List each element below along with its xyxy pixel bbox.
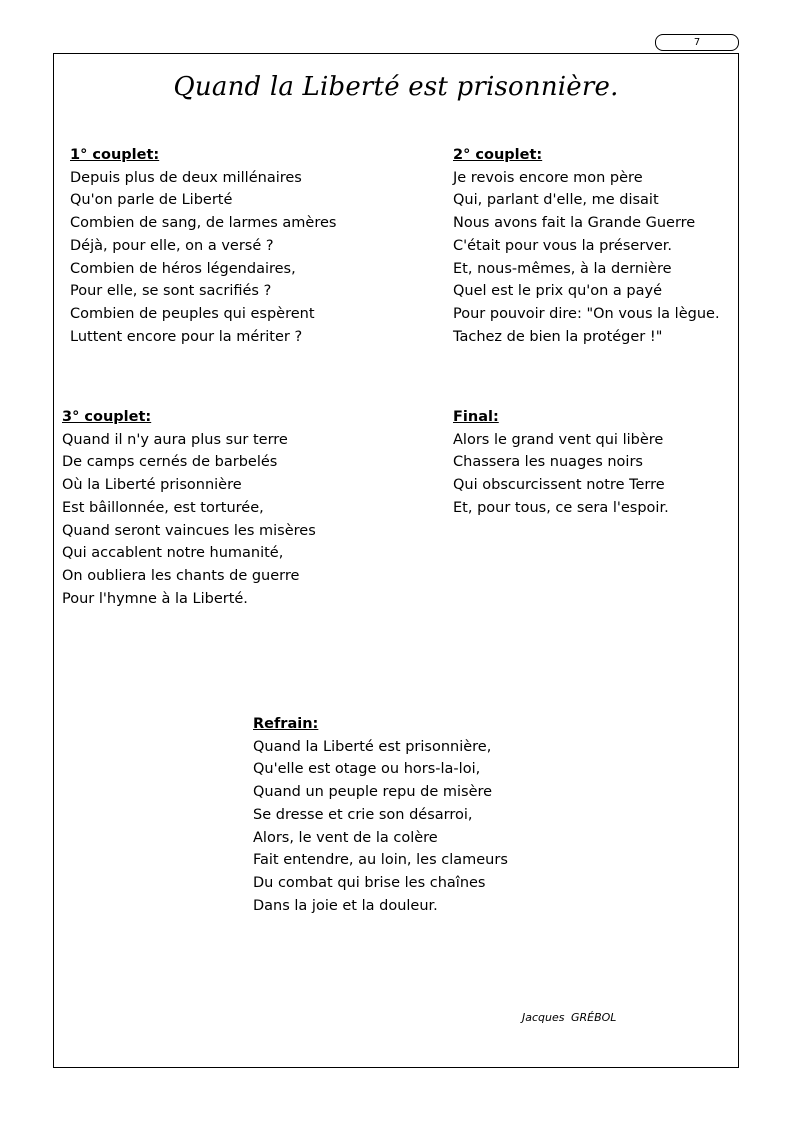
verse-line: Combien de sang, de larmes amères (70, 215, 337, 232)
verse-line: Qui obscurcissent notre Terre (453, 477, 665, 494)
stanza-final (453, 406, 669, 520)
stanza-couplet-1 (70, 144, 336, 348)
verse-line: De camps cernés de barbelés (62, 454, 278, 471)
verse-line: C'était pour vous la préserver. (453, 237, 673, 254)
author-signature: Jacques GRÉBOL (522, 1011, 617, 1024)
stanza-heading: 3° couplet: (62, 409, 152, 425)
verse-line: Fait entendre, au loin, les clameurs (253, 852, 508, 869)
verse-line: Quand seront vaincues les misères (62, 522, 316, 539)
stanza-heading: 1° couplet: (70, 147, 160, 163)
verse-line: Pour l'hymne à la Liberté. (62, 590, 248, 607)
verse-line: Qu'on parle de Liberté (70, 192, 233, 209)
page-number: 7 (655, 34, 739, 51)
verse-line: Combien de héros légendaires, (70, 260, 296, 277)
verse-line: Qui accablent notre humanité, (62, 545, 284, 562)
verse-line: Et, nous-mêmes, à la dernière (453, 260, 672, 277)
verse-line: Depuis plus de deux millénaires (70, 169, 302, 186)
poem-title: Quand la Liberté est prisonnière. (173, 72, 619, 102)
stanza-refrain (253, 713, 508, 917)
verse-line: Alors, le vent de la colère (253, 829, 438, 846)
verse-line: Dans la joie et la douleur. (253, 897, 438, 914)
verse-line: Se dresse et crie son désarroi, (253, 806, 473, 823)
verse-line: Quand il n'y aura plus sur terre (62, 431, 288, 448)
verse-line: Quand la Liberté est prisonnière, (253, 738, 492, 755)
verse-line: Chassera les nuages noirs (453, 454, 643, 471)
verse-line: Qu'elle est otage ou hors-la-loi, (253, 761, 481, 778)
verse-line: On oubliera les chants de guerre (62, 567, 300, 584)
stanza-heading: 2° couplet: (453, 147, 543, 163)
verse-line: Qui, parlant d'elle, me disait (453, 192, 659, 209)
verse-line: Et, pour tous, ce sera l'espoir. (453, 499, 669, 516)
verse-line: Nous avons fait la Grande Guerre (453, 215, 696, 232)
verse-line: Quel est le prix qu'on a payé (453, 283, 663, 300)
verse-line: Pour elle, se sont sacrifiés ? (70, 283, 272, 300)
verse-line: Luttent encore pour la mériter ? (70, 328, 303, 345)
stanza-heading: Final: (453, 409, 499, 425)
verse-line: Combien de peuples qui espèrent (70, 305, 315, 322)
verse-line: Tachez de bien la protéger !" (453, 328, 663, 345)
stanza-couplet-3 (62, 406, 316, 610)
stanza-heading: Refrain: (253, 716, 319, 732)
verse-line: Alors le grand vent qui libère (453, 431, 664, 448)
verse-line: Quand un peuple repu de misère (253, 784, 493, 801)
verse-line: Est bâillonnée, est torturée, (62, 499, 264, 516)
stanza-couplet-2 (453, 144, 720, 348)
verse-line: Déjà, pour elle, on a versé ? (70, 237, 274, 254)
verse-line: Du combat qui brise les chaînes (253, 874, 486, 891)
verse-line: Où la Liberté prisonnière (62, 477, 242, 494)
verse-line: Je revois encore mon père (453, 169, 643, 186)
verse-line: Pour pouvoir dire: "On vous la lègue. (453, 305, 720, 322)
